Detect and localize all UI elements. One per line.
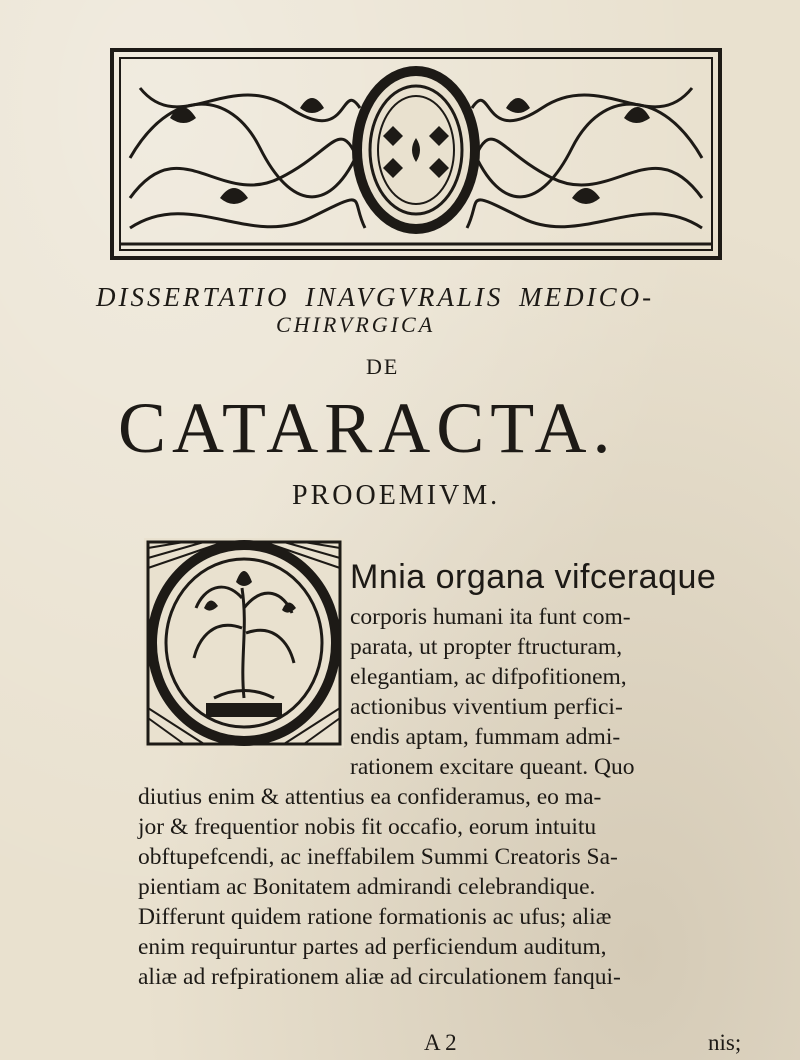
text-line: jor & frequentior nobis fit occafio, eorum intuitu bbox=[138, 814, 597, 840]
text-line: endis aptam, fummam admi- bbox=[350, 724, 621, 750]
section-title: PROOEMIVM. bbox=[292, 480, 501, 511]
text-line: Mnia organa vifceraque bbox=[350, 558, 717, 596]
heading-line-2: CHIRVRGICA bbox=[276, 312, 436, 337]
main-title: CATARACTA. bbox=[118, 388, 617, 468]
text-line: enim requiruntur partes ad perficiendum auditum, bbox=[138, 934, 607, 960]
text-line: aliæ ad refpirationem aliæ ad circulationem fanqui- bbox=[138, 964, 621, 990]
catchword: nis; bbox=[708, 1030, 742, 1055]
text-line: elegantiam, ac difpofitionem, bbox=[350, 664, 627, 690]
text-line: Differunt quidem ratione formationis ac ufus; aliæ bbox=[138, 904, 612, 930]
text-line: diutius enim & attentius ea confideramus, eo ma- bbox=[138, 784, 602, 810]
text-line: parata, ut propter ftructuram, bbox=[350, 634, 623, 660]
text-line: actionibus viventium perfici- bbox=[350, 694, 623, 720]
text-line: rationem excitare queant. Quo bbox=[350, 754, 635, 780]
heading-de: DE bbox=[366, 354, 400, 379]
signature-mark: A 2 bbox=[424, 1030, 457, 1055]
text-line: obftupefcendi, ac ineffabilem Summi Creatoris Sa- bbox=[138, 844, 618, 870]
text-line: corporis humani ita funt com- bbox=[350, 604, 631, 630]
text-line: pientiam ac Bonitatem admirandi celebrandique. bbox=[138, 874, 596, 900]
heading-line-1: DISSERTATIO INAVGVRALIS MEDICO- bbox=[96, 282, 655, 312]
